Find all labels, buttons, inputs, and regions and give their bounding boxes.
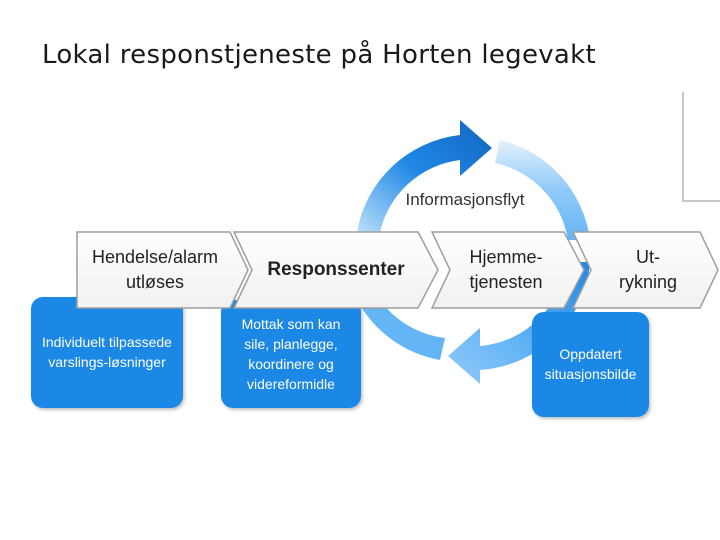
cycle-arrow-left (357, 300, 445, 360)
note-text-mottak: Mottak som kan sile, planlegge, koordinere og videreformidle (241, 316, 341, 392)
step-label-responssenter: Responssenter (267, 259, 405, 280)
cycle-arrow-top (357, 120, 492, 232)
note-text-oppdatert: Oppdatert situasjonsbilde (544, 346, 637, 382)
step-label-utrykning: Ut- rykning (618, 247, 678, 292)
note-text-individual: Individuelt tilpassede varslings-løsninger (42, 334, 172, 370)
cycle-label: Informasjonsflyt (405, 190, 525, 209)
step-label-hendelse: Hendelse/alarm utløses (91, 247, 219, 292)
page-title: Lokal responstjeneste på Horten legevakt (42, 40, 597, 70)
step-label-hjemmetjenesten: Hjemme- tjenesten (469, 247, 543, 292)
